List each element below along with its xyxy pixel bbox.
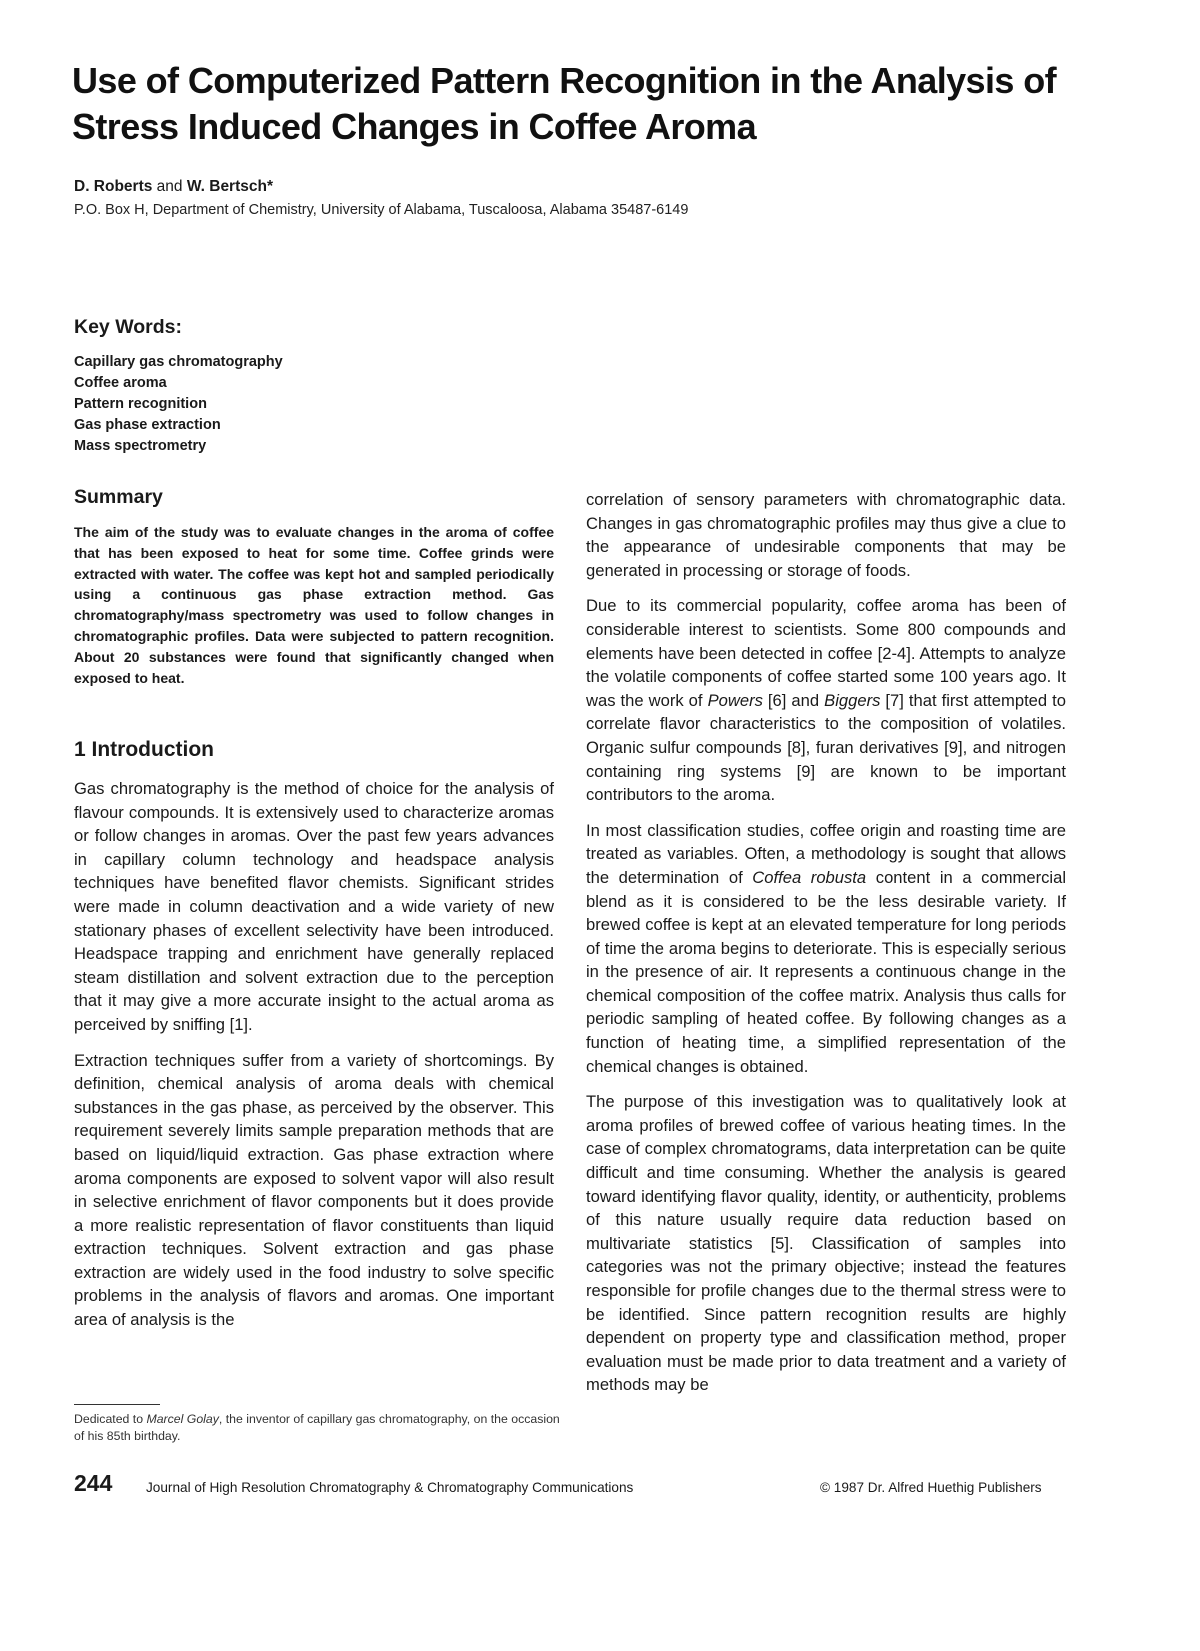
- author-line: [74, 178, 273, 196]
- intro-paragraph-2: Extraction techniques suffer from a variety of shortcomings. By definition, chemical analysis of aroma deals with chemical substances in the gas phase, as perceived by the observer. This requirement severely limits sample preparation methods that are based on liquid/liquid extraction. Gas phase extraction where aroma components are exposed to solvent vapor will also result in selective enrichment of flavor components but it does provide a more realistic representation of flavor constituents than liquid extraction techniques. Solvent extraction and gas phase extraction are widely used in the food industry to solve specific problems in the analysis of flavors and aromas. One important area of analysis is the: [74, 1050, 554, 1330]
- reference-name-biggers: Biggers: [824, 690, 881, 710]
- keyword-item: Pattern recognition: [74, 396, 207, 412]
- intro-paragraph-5: [586, 819, 1066, 1079]
- intro-paragraph-6: The purpose of this investigation was to qualitatively look at aroma profiles of brewed coffee of various heating times. In the case of complex chromatograms, data interpretation can be quite difficult and time consuming. Whether the analysis is geared toward identifying flavor quality, identity, or authenticity, problems of this nature usually require data reduction based on multivariate statistics [5]. Classification of samples into categories was not the primary objective; instead the features responsible for profile changes due to the thermal stress were to be identified. Since pattern recognition results are highly dependent on property type and classification method, proper evaluation must be made prior to data treatment and a variety of methods may be: [586, 1092, 1066, 1395]
- footnote-text: , the inventor of capillary gas chromatography, on the occasion of his 85th birthday.: [74, 1412, 560, 1443]
- reference-name-powers: Powers: [707, 690, 763, 710]
- keyword-item: Capillary gas chromatography: [74, 354, 283, 370]
- article-title: Use of Computerized Pattern Recognition in the Analysis of Stress Induced Changes in Coffee Aroma: [72, 60, 1056, 147]
- paragraph-text: In most classification studies, coffee origin and roasting time are treated as variables. Often, a methodology is sought that allows the determination of: [586, 820, 1066, 887]
- summary-text: The aim of the study was to evaluate changes in the aroma of coffee that has been exposed to heat for some time. Coffee grinds were extracted with water. The coffee was kept hot and sampled periodically using a continuous gas phase extraction method. Gas chromatography/mass spectrometry was used to follow changes in chromatographic profiles. Data were subjected to pattern recognition. About 20 substances were found that significantly changed when exposed to heat.: [74, 524, 554, 686]
- page-number: 244: [74, 1470, 113, 1496]
- left-column-body: [74, 777, 554, 1332]
- copyright-notice: © 1987 Dr. Alfred Huethig Publishers: [820, 1480, 1042, 1495]
- keywords-list: [74, 352, 283, 457]
- footnote-text: Dedicated to: [74, 1412, 147, 1426]
- author-bertsch: W. Bertsch*: [186, 178, 273, 195]
- summary-heading: Summary: [74, 486, 163, 508]
- affiliation: P.O. Box H, Department of Chemistry, University of Alabama, Tuscaloosa, Alabama 35487-6149: [74, 202, 689, 218]
- footnote-person: Marcel Golay: [146, 1412, 219, 1426]
- footnote: [74, 1411, 560, 1445]
- footnote-rule: [74, 1404, 160, 1405]
- keyword-item: Mass spectrometry: [74, 438, 207, 454]
- intro-paragraph-1: Gas chromatography is the method of choice for the analysis of flavour compounds. It is extensively used to characterize aromas or follow changes in aromas. Over the past few years advances in capillary column technology and headspace analysis techniques have benefited flavor chemists. Significant strides were made in column deactivation and a wide variety of new stationary phases of excellent selectivity have been introduced. Headspace trapping and enrichment have generally replaced steam distillation and solvent extraction due to the perception that it may give a more accurate insight to the actual aroma as perceived by sniffing [1].: [74, 779, 554, 1034]
- author-conjunction: and: [152, 178, 187, 195]
- paragraph-text: [7] that first attempted to correlate flavor characteristics to the composition of volatiles. Organic sulfur compounds [8], furan derivatives [9], and nitrogen containing ring systems [9] are known to be important contributors to the aroma.: [586, 690, 1067, 805]
- paragraph-text: content in a commercial blend as it is considered to be the less desirable variety. If brewed coffee is kept at an elevated temperature for long periods of time the aroma begins to deteriorate. This is especially serious in the presence of air. It represents a continuous change in the chemical composition of the coffee matrix. Analysis thus calls for periodic sampling of heated coffee. By following changes as a function of heating time, a simplified representation of the chemical changes is obtained.: [586, 867, 1067, 1076]
- intro-paragraph-4: [586, 594, 1066, 806]
- paragraph-text: [6] and: [762, 690, 825, 710]
- journal-name: Journal of High Resolution Chromatography & Chromatography Communications: [146, 1480, 634, 1495]
- paragraph-text: Due to its commercial popularity, coffee aroma has been of considerable interest to scientists. Some 800 compounds and elements have been detected in coffee [2-4]. Attempts to analyze the volatile components of coffee started some 100 years ago. It was the work of: [586, 596, 1066, 710]
- keywords-heading: Key Words:: [74, 316, 182, 338]
- species-name: Coffea robusta: [752, 867, 867, 887]
- intro-paragraph-3: correlation of sensory parameters with chromatographic data. Changes in gas chromatographic profiles may thus give a clue to the appearance of undesirable components that may be generated in processing or storage of foods.: [586, 490, 1066, 580]
- keyword-item: Coffee aroma: [74, 375, 167, 391]
- right-column-body: [586, 488, 1066, 1397]
- keyword-item: Gas phase extraction: [74, 417, 221, 433]
- introduction-heading: 1 Introduction: [74, 738, 214, 761]
- author-roberts: D. Roberts: [74, 178, 153, 195]
